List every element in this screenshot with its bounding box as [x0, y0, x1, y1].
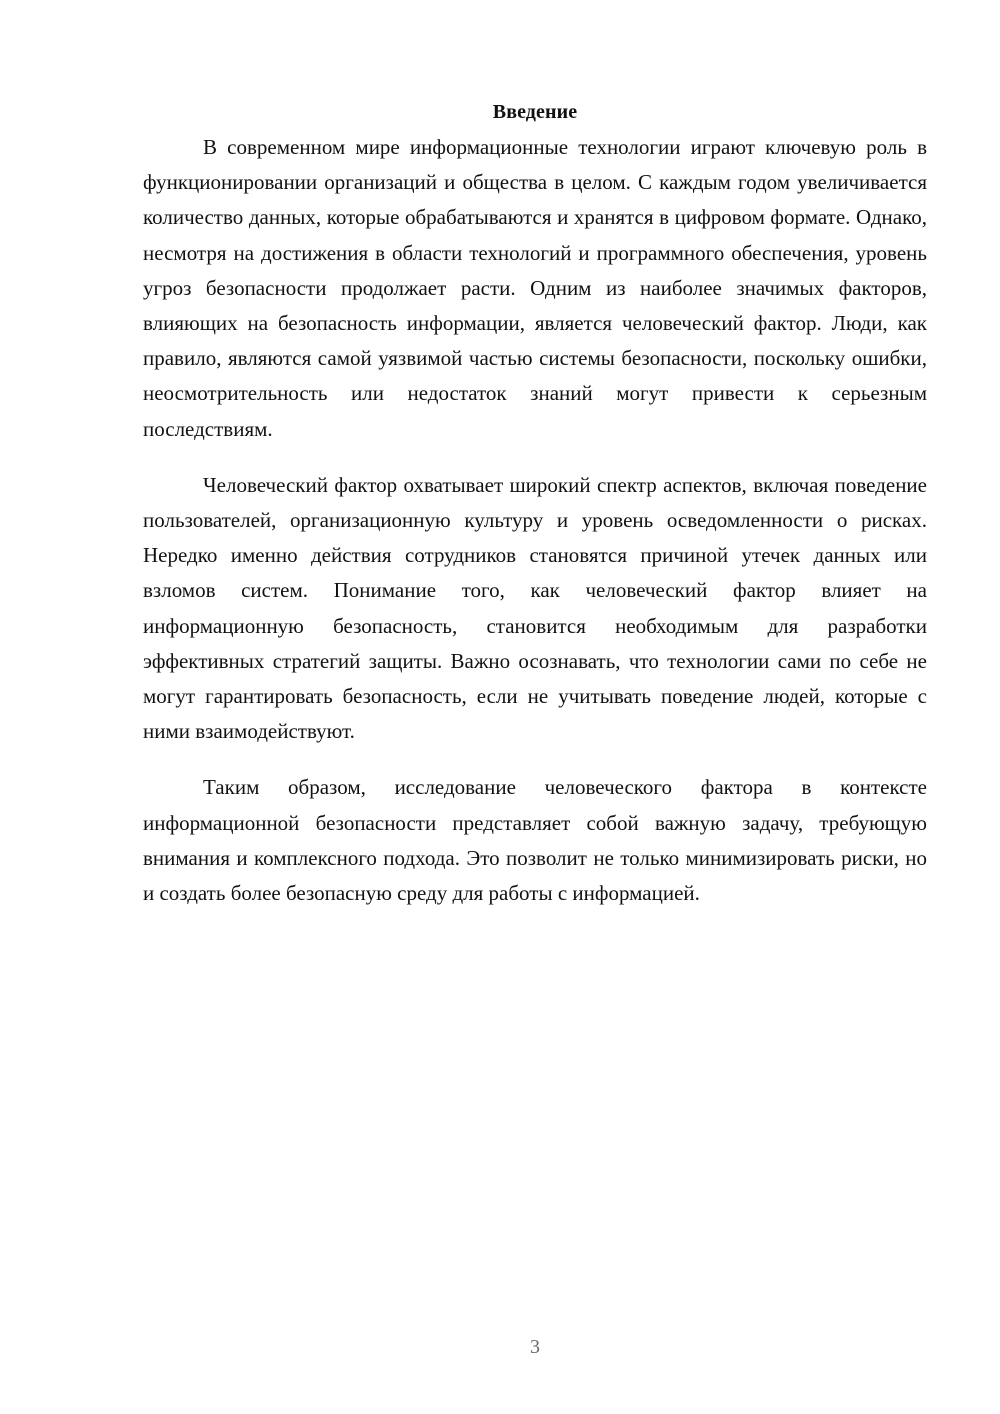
section-heading: Введение: [492, 101, 578, 123]
page-number: 3: [530, 1336, 540, 1358]
paragraph-1: В современном мире информационные технологии играют ключевую роль в функционировании организаций и общества в целом. С каждым годом увеличивается количество данных, которые обрабатываются и хранятся в цифровом формате. Однако, несмотря на достижения в области технологий и программного обеспечения, уровень угроз безопасности продолжает расти. Одним из наиболее значимых факторов, влияющих на безопасность информации, является человеческий фактор. Люди, как правило, являются самой уязвимой частью системы безопасности, поскольку ошибки, неосмотрительность или недостаток знаний могут привести к серьезным последствиям.: [143, 135, 927, 441]
page-content: [143, 94, 927, 911]
paragraph-2: Человеческий фактор охватывает широкий спектр аспектов, включая поведение пользователей, организационную культуру и уровень осведомленности о рисках. Нередко именно действия сотрудников становятся причиной утечек данных или взломов систем. Понимание того, как человеческий фактор влияет на информационную безопасность, становится необходимым для разработки эффективных стратегий защиты. Важно осознавать, что технологии сами по себе не могут гарантировать безопасность, если не учитывать поведение людей, которые с ними взаимодействуют.: [143, 472, 927, 744]
paragraph-3: Таким образом, исследование человеческого фактора в контексте информационной безопасности представляет собой важную задачу, требующую внимания и комплексного подхода. Это позволит не только минимизировать риски, но и создать более безопасную среду для работы с информацией.: [143, 775, 927, 906]
